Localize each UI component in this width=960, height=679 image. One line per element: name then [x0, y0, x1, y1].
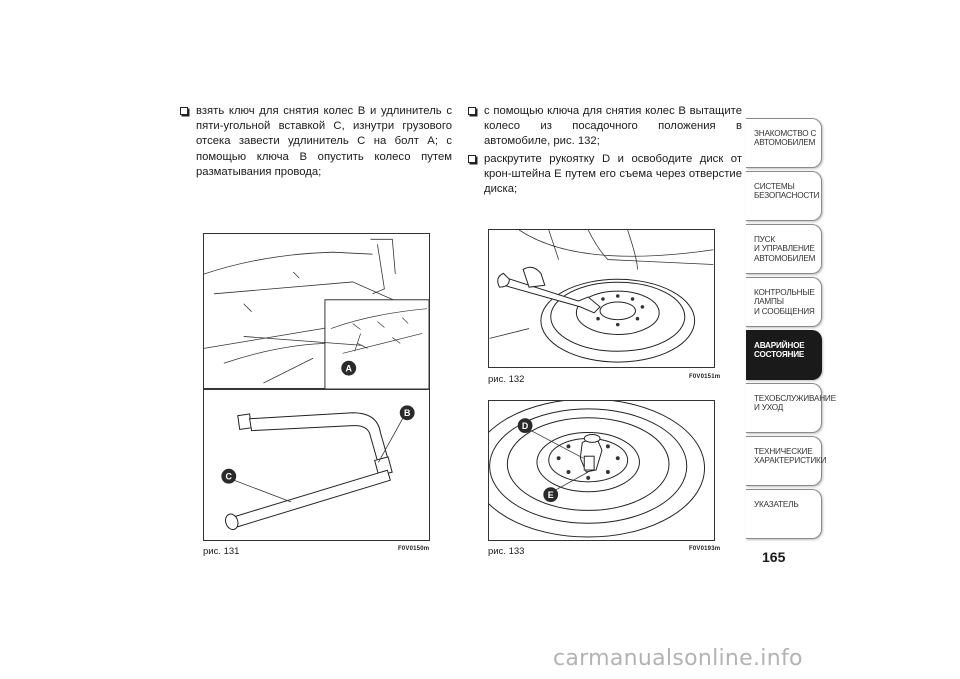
wheel-removal-drawing: [489, 230, 714, 367]
figure-133-caption: рис. 133: [488, 546, 525, 557]
right-text-column: [468, 104, 742, 199]
figure-131-code: F0V0150m: [398, 546, 430, 552]
figure-132-code: F0V0151m: [689, 374, 721, 380]
tab-safety-systems[interactable]: СИСТЕМЫ БЕЗОПАСНОСТИ: [746, 171, 822, 221]
callout-b: B: [403, 408, 411, 419]
callout-e: E: [547, 490, 554, 501]
tab-index[interactable]: УКАЗАТЕЛЬ: [746, 489, 822, 539]
figure-133-code: F0V0193m: [689, 546, 721, 552]
bullet-text: с помощью ключа для снятия колес B вытащите колесо из посадочного положения в автомобиле, рис. 132;: [484, 105, 742, 148]
figure-131-illustration: [203, 233, 430, 541]
figure-131-caption: рис. 131: [203, 546, 240, 557]
tab-starting-driving[interactable]: ПУСК И УПРАВЛЕНИЕ АВТОМОБИЛЕМ: [746, 224, 822, 274]
watermark: carmanualsonline.info: [553, 646, 803, 671]
callout-a: A: [345, 363, 352, 374]
instruction-bullet: [468, 152, 742, 198]
instruction-bullet: [180, 104, 452, 180]
chapter-tabs: [746, 118, 836, 542]
bullet-text: раскрутите рукоятку D и освободите диск от крон-штейна E путем его съема через отверстие диска;: [484, 152, 742, 196]
bullet-text: взять ключ для снятия колес B и удлинитель с пяти-угольной вставкой C, изнутри грузового отсека завести удлинитель C на болт A; с помощью ключа B опустить колесо путем разматывания провода;: [196, 105, 452, 178]
callout-c: C: [225, 471, 232, 482]
trunk-and-wrench-drawing: [204, 234, 429, 540]
callout-d: D: [521, 421, 529, 432]
tab-emergency[interactable]: АВАРИЙНОЕ СОСТОЯНИЕ: [746, 330, 822, 380]
figure-132-caption: рис. 132: [488, 374, 525, 385]
figure-132-illustration: [488, 229, 715, 368]
instruction-bullet: [468, 104, 742, 150]
figure-133-illustration: [488, 400, 715, 541]
tab-technical-specs[interactable]: ТЕХНИЧЕСКИЕ ХАРАКТЕРИСТИКИ: [746, 436, 822, 486]
bullet-box-icon: [468, 107, 476, 115]
tab-vehicle-intro[interactable]: ЗНАКОМСТВО С АВТОМОБИЛЕМ: [746, 118, 822, 168]
tab-maintenance[interactable]: ТЕХОБСЛУЖИВАНИЕ И УХОД: [746, 383, 822, 433]
spare-wheel-bracket-drawing: [489, 401, 714, 540]
bullet-box-icon: [468, 155, 476, 163]
page-number: 165: [762, 549, 786, 565]
left-text-column: [180, 104, 452, 182]
tab-warning-lights[interactable]: КОНТРОЛЬНЫЕ ЛАМПЫ И СООБЩЕНИЯ: [746, 277, 822, 327]
bullet-box-icon: [180, 107, 188, 115]
